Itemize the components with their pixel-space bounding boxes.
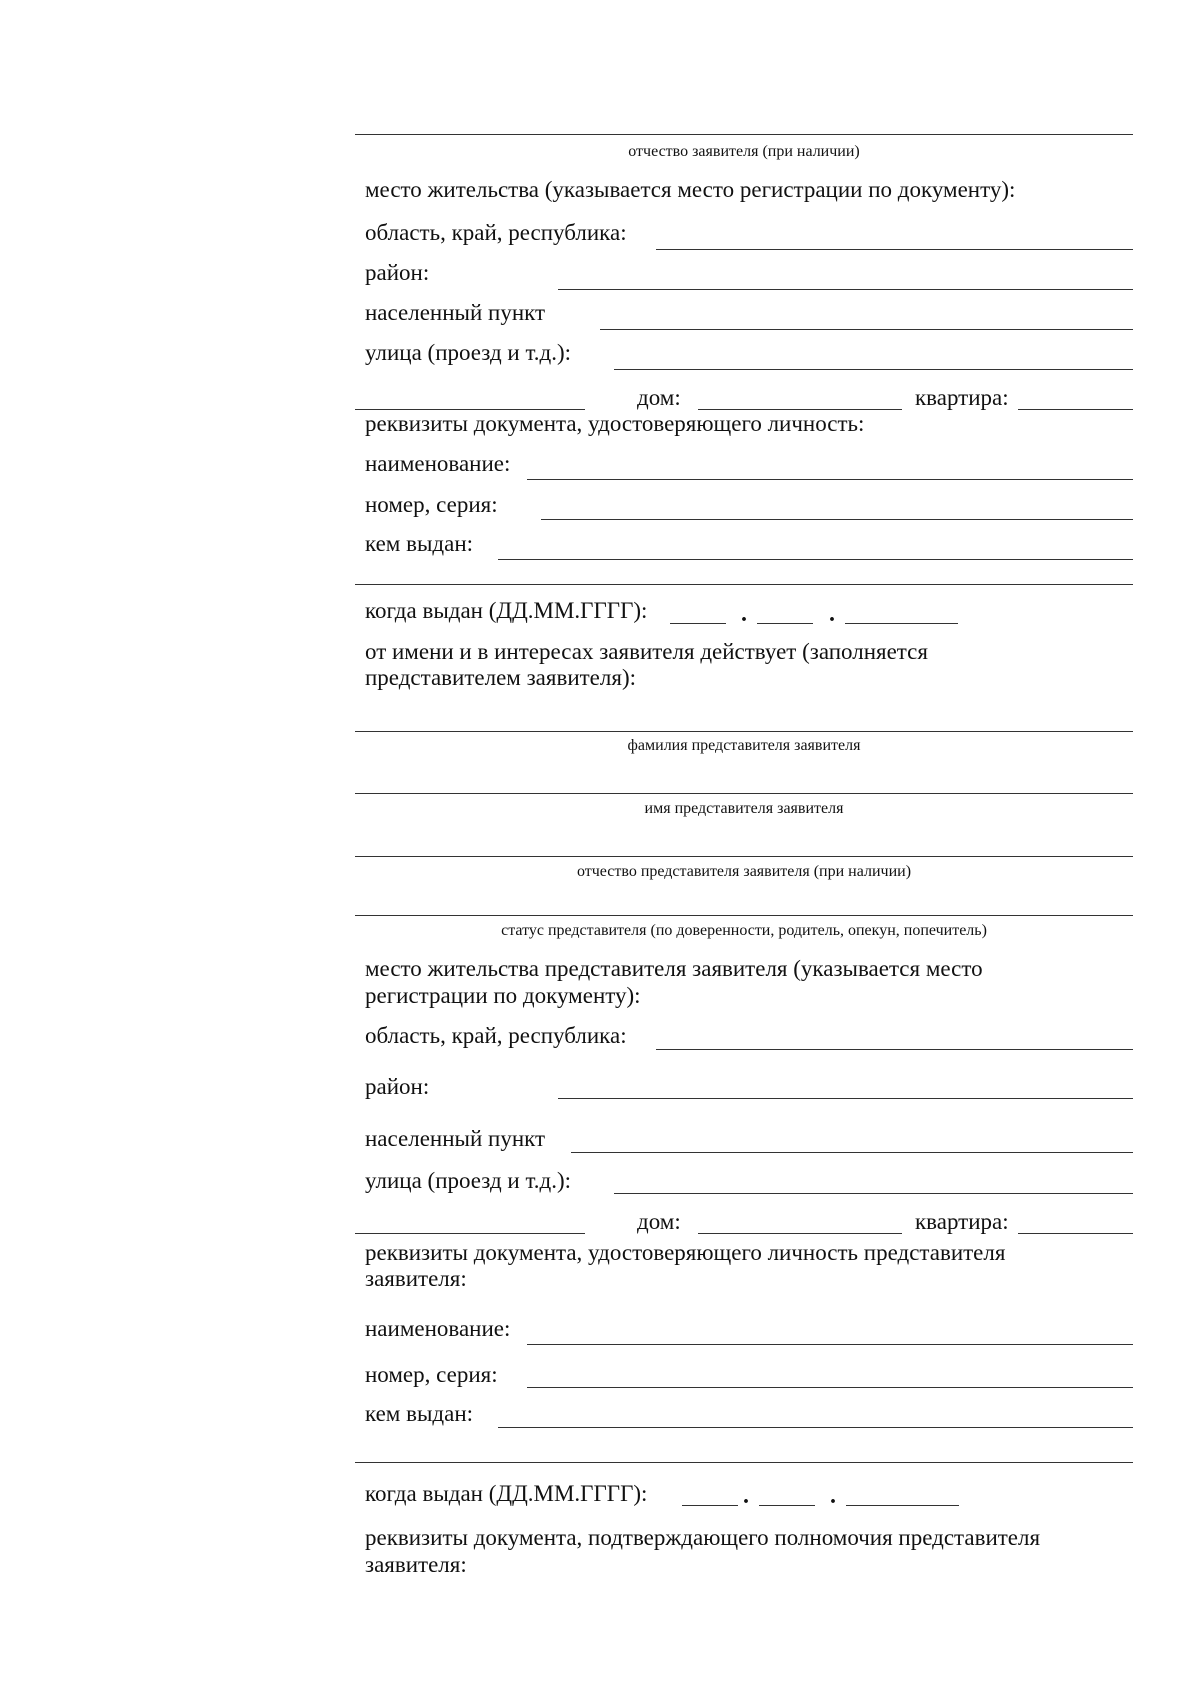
- rep-issue-date-label: когда выдан (ДД.ММ.ГГГГ):: [365, 1481, 648, 1506]
- applicant-doc-name-field-line[interactable]: [527, 479, 1133, 480]
- rep-apartment-field-line[interactable]: [1018, 1233, 1133, 1234]
- applicant-issue-year-line[interactable]: [845, 623, 958, 624]
- rep-district-label: район:: [365, 1074, 430, 1099]
- rep-region-field-line[interactable]: [656, 1049, 1133, 1050]
- rep-district-field-line[interactable]: [558, 1098, 1133, 1099]
- applicant-residence-heading: место жительства (указывается место регистрации по документу):: [365, 177, 1016, 202]
- applicant-patronymic-field-line[interactable]: [355, 134, 1133, 135]
- rep-date-dot-2: .: [830, 1483, 836, 1509]
- rep-apartment-label: квартира:: [915, 1209, 1009, 1234]
- applicant-id-doc-heading: реквизиты документа, удостоверяющего личность:: [365, 411, 865, 436]
- rep-id-doc-line-2: заявителя:: [365, 1266, 467, 1291]
- applicant-district-label: район:: [365, 260, 430, 285]
- rep-issue-month-line[interactable]: [759, 1505, 815, 1506]
- rep-acting-line-1: от имени и в интересах заявителя действует (заполняется: [365, 639, 928, 664]
- rep-issue-year-line[interactable]: [846, 1505, 959, 1506]
- rep-residence-line-2: регистрации по документу):: [365, 983, 641, 1008]
- applicant-doc-number-field-line[interactable]: [541, 519, 1133, 520]
- rep-surname-field-line[interactable]: [355, 731, 1133, 732]
- rep-authority-doc-line-2: заявителя:: [365, 1552, 467, 1577]
- rep-doc-name-label: наименование:: [365, 1316, 511, 1341]
- rep-issue-day-line[interactable]: [682, 1505, 738, 1506]
- applicant-apartment-label: квартира:: [915, 385, 1009, 410]
- applicant-doc-name-label: наименование:: [365, 451, 511, 476]
- applicant-district-field-line[interactable]: [558, 289, 1133, 290]
- applicant-issue-day-line[interactable]: [670, 623, 726, 624]
- rep-region-label: область, край, республика:: [365, 1023, 627, 1048]
- applicant-issued-by-label: кем выдан:: [365, 531, 474, 556]
- applicant-issue-month-line[interactable]: [757, 623, 813, 624]
- rep-surname-caption: фамилия представителя заявителя: [627, 737, 861, 754]
- rep-locality-label: населенный пункт: [365, 1126, 546, 1151]
- rep-date-dot-1: .: [743, 1483, 749, 1509]
- applicant-patronymic-caption: отчество заявителя (при наличии): [628, 143, 860, 160]
- applicant-date-dot-1: .: [741, 601, 747, 627]
- applicant-house-label: дом:: [637, 385, 681, 410]
- rep-issued-by-label: кем выдан:: [365, 1401, 474, 1426]
- rep-house-field-line[interactable]: [698, 1233, 902, 1234]
- rep-locality-field-line[interactable]: [571, 1152, 1133, 1153]
- rep-patronymic-caption: отчество представителя заявителя (при наличии): [576, 863, 912, 880]
- rep-patronymic-field-line[interactable]: [355, 856, 1133, 857]
- rep-authority-doc-line-1: реквизиты документа, подтверждающего полномочия представителя: [365, 1525, 1041, 1550]
- rep-street-field-line[interactable]: [614, 1193, 1133, 1194]
- applicant-doc-number-label: номер, серия:: [365, 492, 498, 517]
- rep-street-label: улица (проезд и т.д.):: [365, 1168, 572, 1193]
- rep-house-label: дом:: [637, 1209, 681, 1234]
- applicant-issued-by-continuation-line[interactable]: [355, 584, 1133, 585]
- rep-street-continuation-line[interactable]: [355, 1233, 585, 1234]
- applicant-region-label: область, край, республика:: [365, 220, 627, 245]
- rep-status-field-line[interactable]: [355, 915, 1133, 916]
- rep-doc-name-field-line[interactable]: [527, 1344, 1133, 1345]
- rep-issued-by-field-line[interactable]: [498, 1427, 1133, 1428]
- applicant-locality-field-line[interactable]: [600, 329, 1133, 330]
- rep-status-caption: статус представителя (по доверенности, родитель, опекун, попечитель): [501, 922, 987, 939]
- applicant-date-dot-2: .: [829, 601, 835, 627]
- applicant-apartment-field-line[interactable]: [1018, 409, 1133, 410]
- rep-name-field-line[interactable]: [355, 793, 1133, 794]
- rep-residence-line-1: место жительства представителя заявителя (указывается место: [365, 956, 983, 981]
- rep-id-doc-line-1: реквизиты документа, удостоверяющего личность представителя: [365, 1240, 1006, 1265]
- applicant-issued-by-field-line[interactable]: [498, 559, 1133, 560]
- applicant-region-field-line[interactable]: [656, 249, 1133, 250]
- rep-issued-by-continuation-line[interactable]: [355, 1462, 1133, 1463]
- applicant-street-field-line[interactable]: [614, 369, 1133, 370]
- rep-doc-number-field-line[interactable]: [527, 1387, 1133, 1388]
- rep-name-caption: имя представителя заявителя: [644, 800, 844, 817]
- rep-acting-line-2: представителем заявителя):: [365, 665, 636, 690]
- applicant-locality-label: населенный пункт: [365, 300, 546, 325]
- applicant-street-label: улица (проезд и т.д.):: [365, 340, 572, 365]
- rep-doc-number-label: номер, серия:: [365, 1362, 498, 1387]
- applicant-issue-date-label: когда выдан (ДД.ММ.ГГГГ):: [365, 598, 648, 623]
